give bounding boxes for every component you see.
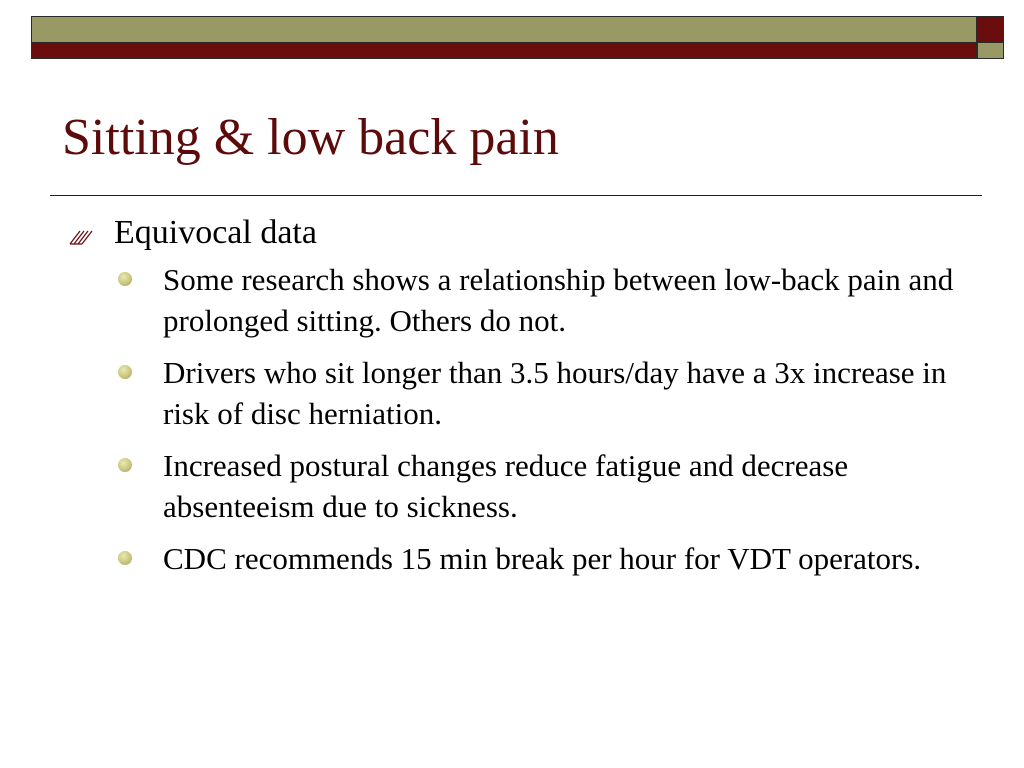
hatched-check-bullet-icon [68,213,114,253]
round-bullet-icon [118,551,132,565]
round-bullet-icon [118,365,132,379]
bullet-list [68,213,968,590]
round-bullet-icon [118,272,132,286]
slide-title: Sitting & low back pain [62,109,559,166]
sub-bullet-text: CDC recommends 15 min break per hour for VDT operators. [163,541,922,576]
sub-bullet-item [68,259,968,341]
header-square-top [977,16,1004,43]
header-square-bottom [977,42,1004,59]
level1-bullet [68,213,968,253]
sub-bullet-list [68,259,968,579]
sub-bullet-item [68,352,968,434]
sub-bullet-text: Some research shows a relationship between low-back pain and prolonged sitting. Others do not. [163,262,954,338]
level1-bullet-text: Equivocal data [114,214,317,251]
header-band-bottom [31,42,977,59]
sub-bullet-text: Increased postural changes reduce fatigue and decrease absenteeism due to sickness. [163,448,849,524]
header-band-top [31,16,977,43]
round-bullet-icon [118,458,132,472]
sub-bullet-item [68,445,968,527]
sub-bullet-item [68,538,968,579]
sub-bullet-text: Drivers who sit longer than 3.5 hours/day have a 3x increase in risk of disc herniation. [163,355,947,431]
title-divider [50,195,982,196]
